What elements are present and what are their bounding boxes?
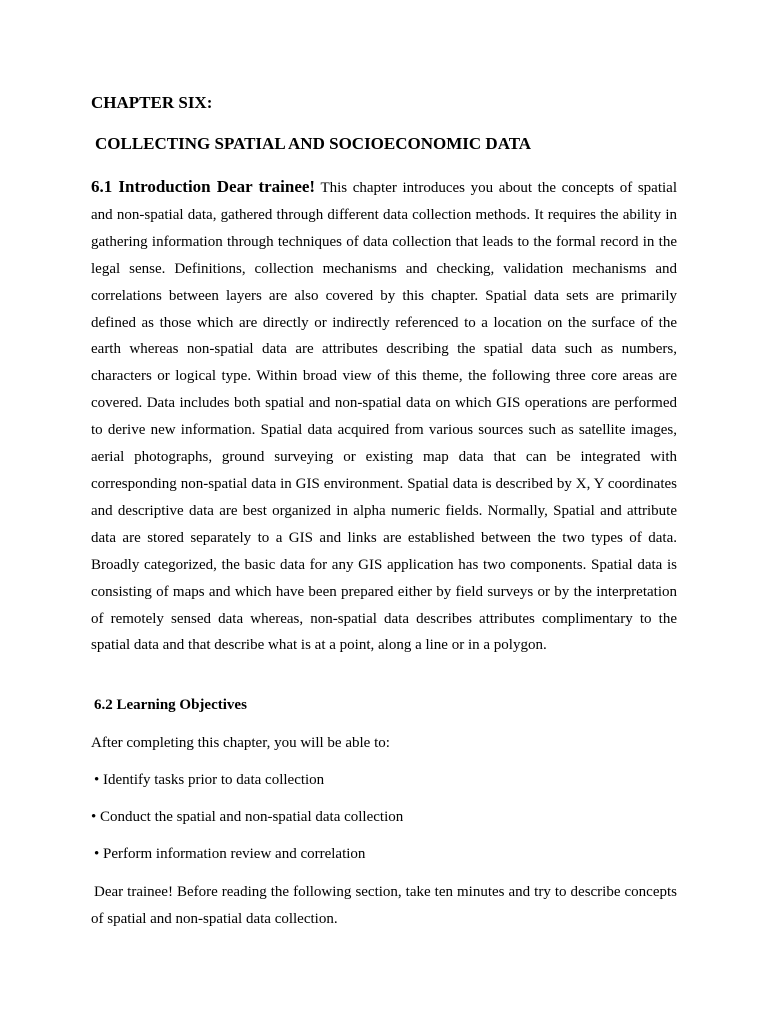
closing-paragraph: Dear trainee! Before reading the following section, take ten minutes and try to describe concepts of spatial and non-spatial data collection.	[91, 884, 677, 927]
objective-item: • Perform information review and correlation	[94, 846, 366, 862]
intro-paragraph	[91, 174, 677, 659]
intro-heading: 6.1 Introduction Dear trainee!	[91, 177, 316, 196]
objectives-lead-in: After completing this chapter, you will be able to:	[91, 735, 390, 751]
chapter-title: COLLECTING SPATIAL AND SOCIOECONOMIC DATA	[95, 134, 532, 153]
chapter-label: CHAPTER SIX:	[91, 93, 213, 112]
objectives-heading: 6.2 Learning Objectives	[94, 697, 247, 713]
objective-item: • Identify tasks prior to data collection	[94, 772, 325, 788]
intro-body: This chapter introduces you about the concepts of spatial and non-spatial data, gathered through different data collection methods. It requires the ability in gathering information through techniques of data collection that leads to the formal record in the legal sense. Definitions, collection mechanisms and checking, validation mechanisms and correlations between layers are also covered by this chapter. Spatial data sets are primarily defined as those which are directly or indirectly referenced to a location on the surface of the earth whereas non-spatial data are attributes describing the spatial data such as numbers, characters or logical type. Within broad view of this theme, the following three core areas are covered. Data includes both spatial and non-spatial data on which GIS operations are performed to derive new information. Spatial data acquired from various sources such as satellite images, aerial photographs, ground surveying or existing map data that can be integrated with corresponding non-spatial data in GIS environment. Spatial data is described by X, Y coordinates and descriptive data are best organized in alpha numeric fields. Normally, Spatial and attribute data are stored separately to a GIS and links are established between the two types of data. Broadly categorized, the basic data for any GIS application has two components. Spatial data is consisting of maps and which have been prepared either by field surveys or by the interpretation of remotely sensed data whereas, non-spatial data describes attributes complimentary to the spatial data and that describe what is at a point, along a line or in a polygon.	[91, 180, 677, 654]
objective-item: • Conduct the spatial and non-spatial data collection	[91, 809, 404, 825]
